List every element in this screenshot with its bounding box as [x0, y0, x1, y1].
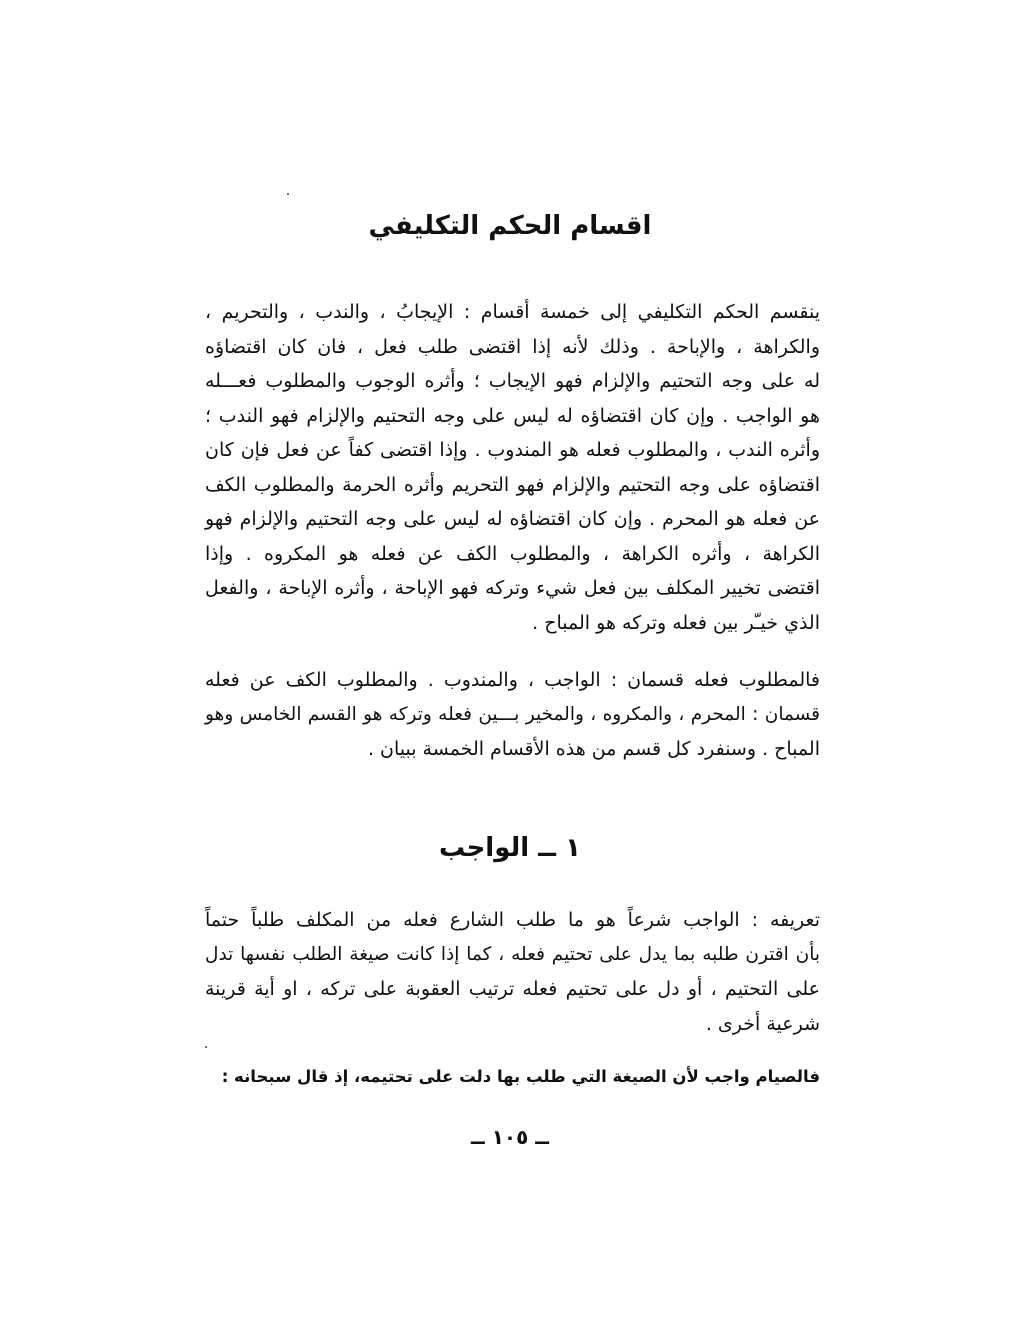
paragraph-line: شرعية أخرى .: [705, 1012, 820, 1035]
paragraph-line: اقتضاؤه على وجه التحتيم والإلزام فهو التحريم وأثره الحرمة والمطلوب الكف: [205, 473, 820, 496]
paragraph-line: تعريفه : الواجب شرعاً هو ما طلب الشارع فعله من المكلف طلباً حتماً: [205, 909, 820, 931]
section-heading: ١ ــ الواجب: [439, 833, 581, 863]
paragraph-example: [205, 1060, 820, 1095]
paragraph-line: اقتضى تخيير المكلف بين فعل شيء وتركه فهو الإباحة ، وأثره الإباحة ، والفعل: [205, 577, 820, 599]
paragraph-line: المباح . وسنفرد كل قسم من هذه الأقسام الخمسة ببيان .: [367, 738, 820, 760]
paragraph-categories-intro: [205, 295, 820, 640]
paragraph-categories-summary: [205, 663, 820, 767]
paragraph-line: فالصيام واجب لأن الصيغة التي طلب بها دلت على تحتيمه، إذ قال سبحانه :: [221, 1067, 820, 1086]
paragraph-line: على التحتيم ، أو دل على تحتيم فعله ترتيب العقوبة على تركه ، او أية قرينة: [205, 978, 820, 1000]
paragraph-line: عن فعله هو المحرم . وإن كان اقتضاؤه له ليس على وجه التحتيم والإلزام فهو: [205, 508, 820, 530]
page-number: ــ ١٠٥ ــ: [471, 1125, 549, 1149]
scan-speck: [287, 193, 289, 195]
paragraph-line: قسمان : المحرم ، والمكروه ، والمخير بـــين فعله وتركه هو القسم الخامس وهو: [205, 703, 820, 725]
scan-speck: [205, 1046, 207, 1048]
paragraph-line: له على وجه التحتيم والإلزام فهو الإيجاب ؛ وأثره الوجوب والمطلوب فعـــله: [205, 370, 820, 392]
paragraph-line: هو الواجب . وإن كان اقتضاؤه له ليس على وجه التحتيم والإلزام فهو الندب ؛: [205, 404, 820, 427]
paragraph-line: والكراهة ، والإباحة . وذلك لأنه إذا اقتضى طلب فعل ، فان كان اقتضاؤه: [205, 335, 820, 358]
paragraph-line: فالمطلوب فعله قسمان : الواجب ، والمندوب . والمطلوب الكف عن فعله: [205, 669, 820, 691]
paragraph-line: وأثره الندب ، والمطلوب فعله هو المندوب . وإذا اقتضى كفاً عن فعل فإن كان: [205, 439, 820, 461]
paragraph-line: بأن اقترن طلبه بما يدل على تحتيم فعله ، كما إذا كانت صيغة الطلب نفسها تدل: [205, 943, 820, 965]
paragraph-line: ينقسم الحكم التكليفي إلى خمسة أقسام : الإيجابُ ، والندب ، والتحريم ،: [205, 301, 820, 323]
paragraph-line: الكراهة ، وأثره الكراهة ، والمطلوب الكف عن فعله هو المكروه . وإذا: [205, 542, 820, 565]
paragraph-definition: [205, 903, 820, 1041]
chapter-title: اقسام الحكم التكليفي: [368, 211, 652, 241]
paragraph-line: الذي خيـّر بين فعله وتركه هو المباح .: [532, 611, 820, 634]
